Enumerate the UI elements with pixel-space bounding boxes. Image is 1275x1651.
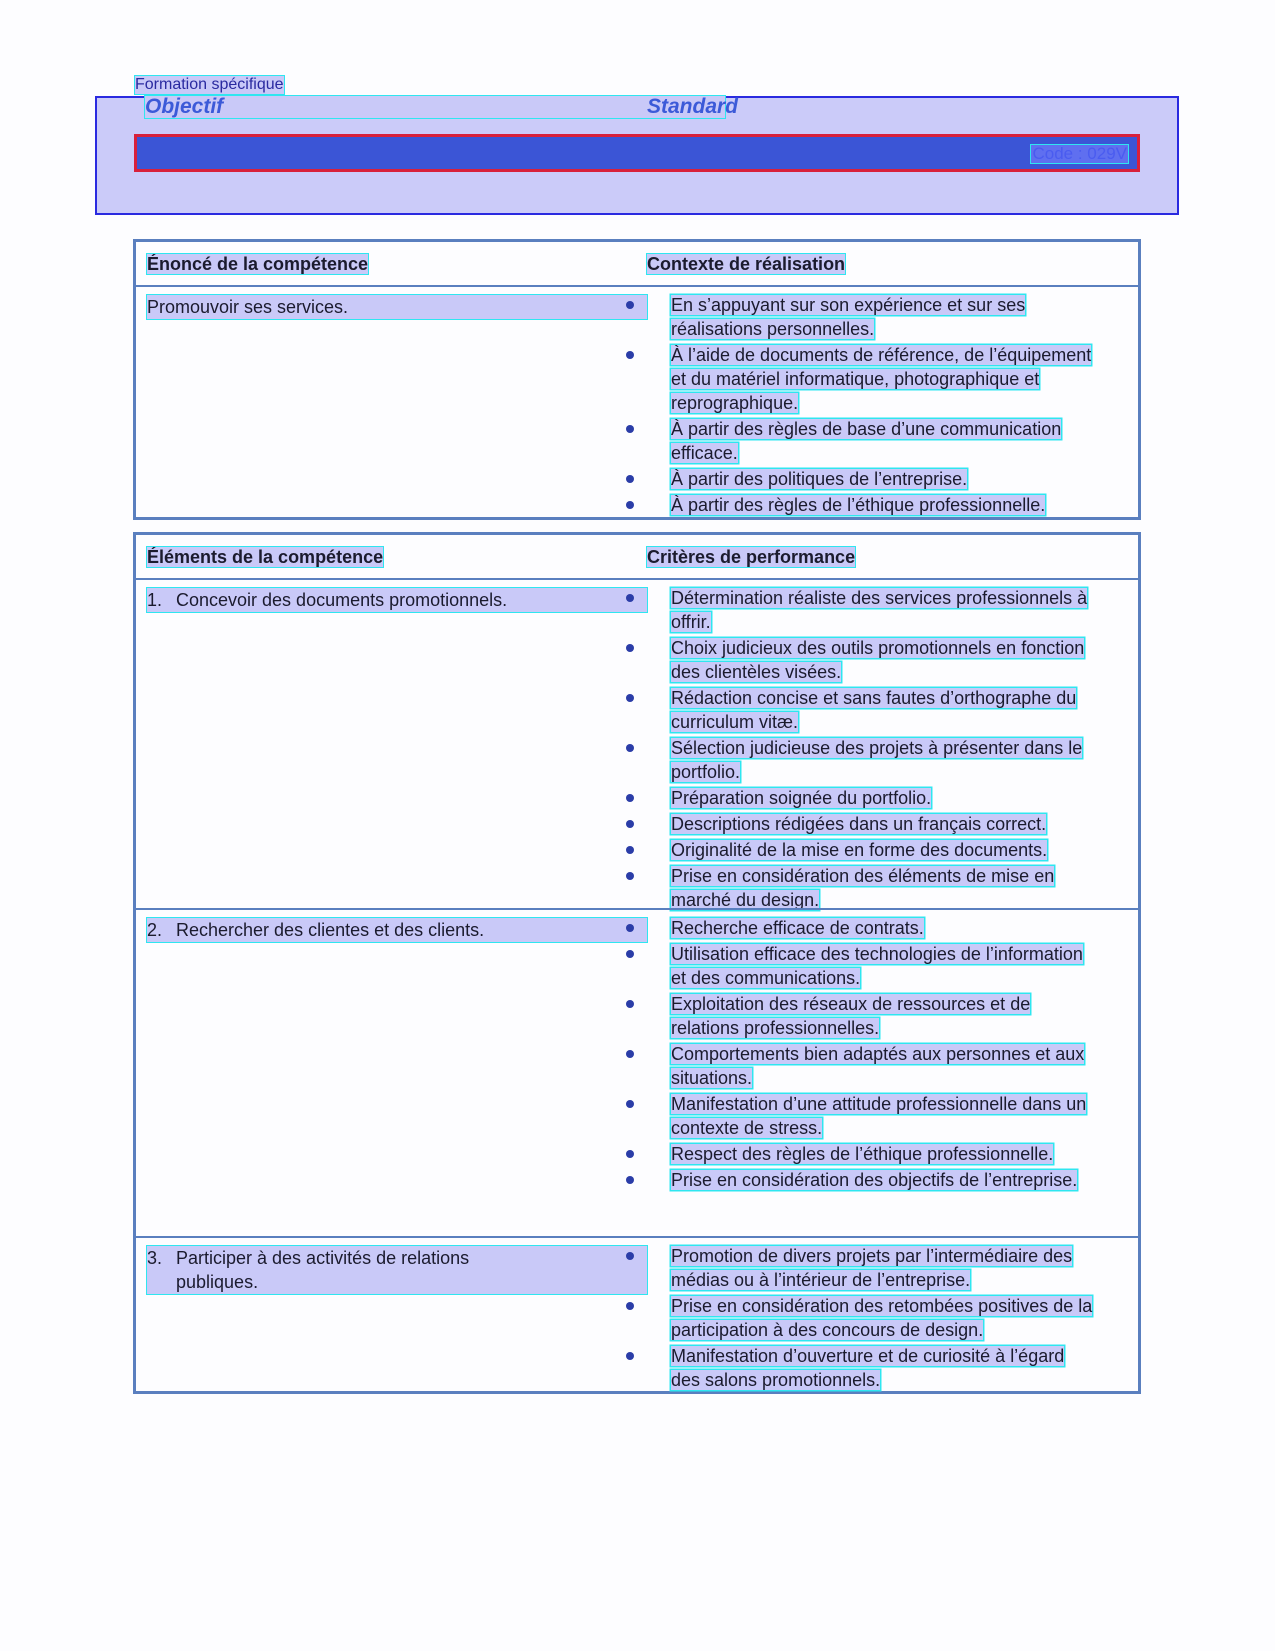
element-number: 3.: [147, 1248, 163, 1268]
element-label: Participer à des activités de relations publiques.: [176, 1248, 470, 1292]
criteria-list: [626, 1244, 1096, 1394]
list-item: Originalité de la mise en forme des documents.: [626, 838, 1096, 862]
table-row: [136, 908, 1138, 1236]
criteria-header: Critères de performance: [647, 547, 856, 567]
list-item: Prise en considération des retombées positives de la participation à des concours de design.: [626, 1294, 1096, 1342]
table-row: [136, 578, 1138, 908]
competence-code: [1031, 145, 1128, 163]
list-item: Descriptions rédigées dans un français correct.: [626, 812, 1096, 836]
list-item: Comportements bien adaptés aux personnes et aux situations.: [626, 1042, 1096, 1090]
list-item: Choix judicieux des outils promotionnels en fonction des clientèles visées.: [626, 636, 1096, 684]
competence-table: [133, 239, 1141, 520]
table-header-row: [136, 535, 1138, 578]
objective-label: Objectif: [145, 96, 725, 118]
element-2: [147, 918, 647, 942]
list-item: À partir des politiques de l’entreprise.: [626, 467, 1096, 491]
list-item: Prise en considération des éléments de mise en marché du design.: [626, 864, 1096, 912]
element-number: 2.: [147, 920, 163, 940]
list-item: Exploitation des réseaux de ressources et de relations professionnelles.: [626, 992, 1096, 1040]
list-item: Recherche efficace de contrats.: [626, 916, 1096, 940]
standard-label: Standard: [647, 95, 739, 118]
code-label: Code :: [1032, 144, 1083, 163]
criteria-list: [626, 916, 1096, 1194]
element-1: [147, 588, 647, 612]
code-bar: [134, 134, 1140, 172]
context-list: [626, 293, 1096, 519]
statement-header: Énoncé de la compétence: [147, 254, 369, 274]
list-item: Rédaction concise et sans fautes d’orthographe du curriculum vitæ.: [626, 686, 1096, 734]
list-item: Respect des règles de l’éthique professionnelle.: [626, 1142, 1096, 1166]
list-item: Utilisation efficace des technologies de l’information et des communications.: [626, 942, 1096, 990]
code-value: 029V: [1087, 144, 1127, 163]
elements-table: [133, 532, 1141, 1394]
list-item: En s’appuyant sur son expérience et sur ses réalisations personnelles.: [626, 293, 1096, 341]
list-item: Préparation soignée du portfolio.: [626, 786, 1096, 810]
table-row: [136, 285, 1138, 517]
list-item: Manifestation d’une attitude professionnelle dans un contexte de stress.: [626, 1092, 1096, 1140]
list-item: À partir des règles de l’éthique professionnelle.: [626, 493, 1096, 517]
list-item: Promotion de divers projets par l’intermédiaire des médias ou à l’intérieur de l’entreprise.: [626, 1244, 1096, 1292]
competence-statement: Promouvoir ses services.: [147, 295, 647, 319]
list-item: À partir des règles de base d’une communication efficace.: [626, 417, 1096, 465]
context-header: Contexte de réalisation: [647, 254, 846, 274]
element-number: 1.: [147, 590, 163, 610]
list-item: À l’aide de documents de référence, de l’équipement et du matériel informatique, photographique et reprographique.: [626, 343, 1096, 415]
list-item: Manifestation d’ouverture et de curiosité à l’égard des salons promotionnels.: [626, 1344, 1096, 1392]
elements-header: Éléments de la compétence: [147, 547, 384, 567]
table-header-row: [136, 242, 1138, 285]
element-3: [147, 1246, 647, 1294]
element-label: Concevoir des documents promotionnels.: [176, 590, 508, 610]
list-item: Sélection judicieuse des projets à présenter dans le portfolio.: [626, 736, 1096, 784]
table-row: [136, 1236, 1138, 1391]
element-label: Rechercher des clientes et des clients.: [176, 920, 485, 940]
section-label: Formation spécifique: [135, 76, 284, 93]
list-item: Détermination réaliste des services professionnels à offrir.: [626, 586, 1096, 634]
criteria-list: [626, 586, 1096, 914]
list-item: Prise en considération des objectifs de l’entreprise.: [626, 1168, 1096, 1192]
